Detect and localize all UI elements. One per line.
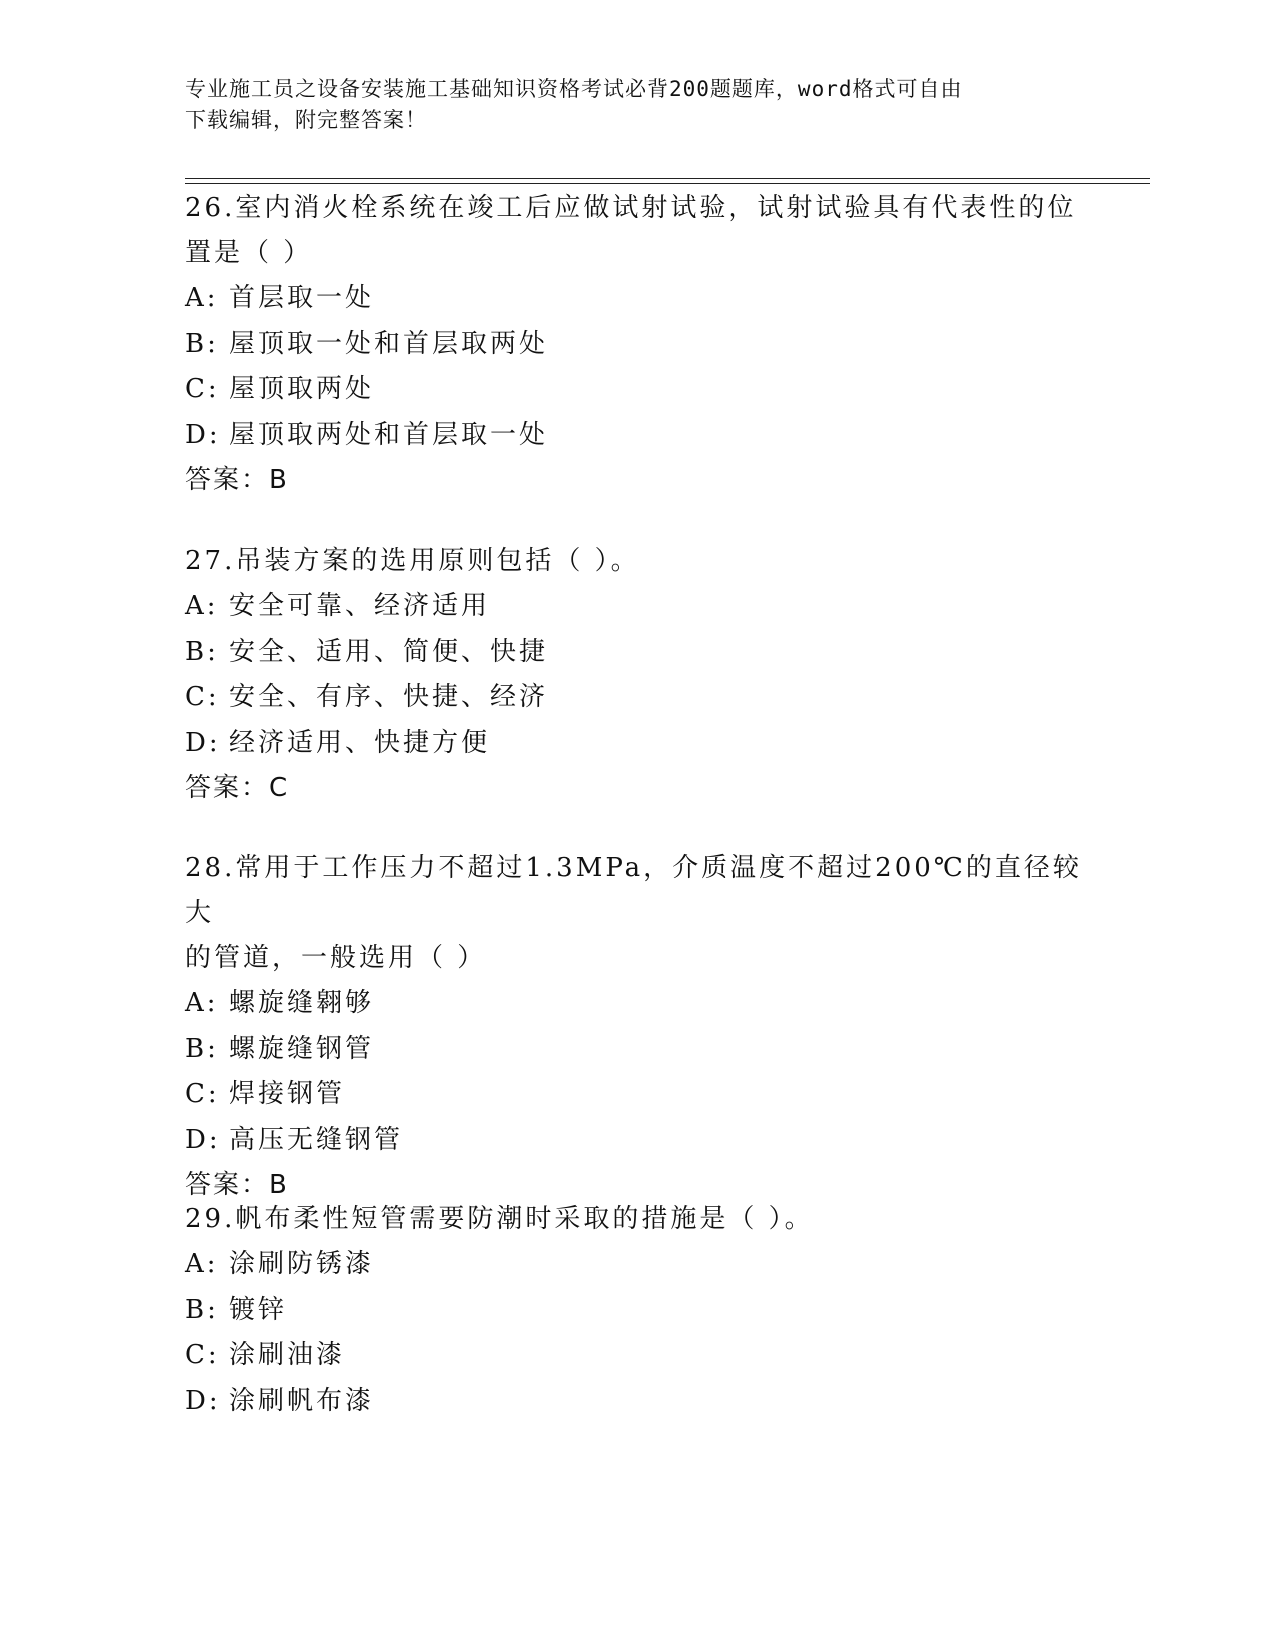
question-27 <box>185 539 1085 811</box>
option-key: C: <box>185 374 220 404</box>
question-stem-line: 28.常用于工作压力不超过1.3MPa，介质温度不超过200℃的直径较大 <box>185 853 1082 928</box>
question-stem-line: 29.帆布柔性短管需要防潮时采取的措施是（ ）。 <box>185 1204 814 1234</box>
option-key: C: <box>185 1079 220 1109</box>
question-stem <box>185 1197 1085 1242</box>
option-text: 安全、适用、简便、快捷 <box>229 636 549 667</box>
option-key: D: <box>185 419 221 450</box>
header-line-1: 专业施工员之设备安装施工基础知识资格考试必背200题题库，word格式可自由 <box>185 77 963 101</box>
option-text: 螺旋缝钢管 <box>229 1033 375 1064</box>
option-text: 焊接钢管 <box>229 1079 346 1109</box>
question-stem-line: 27.吊装方案的选用原则包括（ ）。 <box>185 546 640 576</box>
question-stem-line: 26.室内消火栓系统在竣工后应做试射试验，试射试验具有代表性的位 <box>185 193 1077 223</box>
question-stem <box>185 539 1085 584</box>
option-text: 镀锌 <box>229 1294 288 1325</box>
question-stem <box>185 846 1085 981</box>
option-a <box>185 584 1085 630</box>
option-d <box>185 1118 1085 1164</box>
option-a <box>185 981 1085 1027</box>
option-key: D: <box>185 727 221 758</box>
answer-line: 答案：C <box>185 773 290 803</box>
option-c <box>185 675 1085 721</box>
option-key: D: <box>185 1385 221 1416</box>
option-text: 屋顶取一处和首层取两处 <box>229 328 549 359</box>
option-d <box>185 1379 1085 1425</box>
option-b <box>185 630 1085 676</box>
option-key: C: <box>185 682 220 712</box>
answer-line: 答案：B <box>185 1170 289 1200</box>
option-a <box>185 276 1085 322</box>
question-stem <box>185 186 1085 276</box>
option-text: 高压无缝钢管 <box>229 1124 404 1155</box>
option-key: B: <box>185 636 219 667</box>
option-text: 涂刷防锈漆 <box>229 1249 375 1279</box>
option-c <box>185 1333 1085 1379</box>
option-text: 首层取一处 <box>229 283 375 313</box>
option-text: 螺旋缝翱够 <box>229 988 375 1018</box>
option-key: A: <box>185 988 219 1018</box>
option-text: 安全、有序、快捷、经济 <box>229 682 549 712</box>
document-header <box>185 74 1065 136</box>
option-b <box>185 1288 1085 1334</box>
option-d <box>185 413 1085 459</box>
option-key: C: <box>185 1340 220 1370</box>
answer-line: 答案：B <box>185 465 289 495</box>
option-key: B: <box>185 328 219 359</box>
option-text: 屋顶取两处和首层取一处 <box>229 419 549 450</box>
option-b <box>185 1027 1085 1073</box>
option-key: B: <box>185 1033 219 1064</box>
option-text: 经济适用、快捷方便 <box>229 727 491 758</box>
option-key: D: <box>185 1124 221 1155</box>
header-line-2: 下载编辑，附完整答案！ <box>185 108 427 132</box>
option-key: A: <box>185 283 219 313</box>
option-key: A: <box>185 591 219 621</box>
option-key: B: <box>185 1294 219 1325</box>
option-text: 安全可靠、经济适用 <box>229 591 491 621</box>
question-26 <box>185 186 1085 503</box>
option-text: 涂刷油漆 <box>229 1340 346 1370</box>
option-c <box>185 367 1085 413</box>
option-text: 屋顶取两处 <box>229 374 375 404</box>
option-a <box>185 1242 1085 1288</box>
option-key: A: <box>185 1249 219 1279</box>
question-29 <box>185 1197 1085 1424</box>
header-divider-top <box>185 178 1150 179</box>
option-text: 涂刷帆布漆 <box>229 1385 375 1416</box>
question-28 <box>185 846 1085 1208</box>
option-b <box>185 322 1085 368</box>
header-divider-bottom <box>185 183 1150 184</box>
question-stem-line: 的管道，一般选用（ ） <box>185 943 487 973</box>
option-c <box>185 1072 1085 1118</box>
question-stem-line: 置是（ ） <box>185 238 313 268</box>
option-d <box>185 721 1085 767</box>
